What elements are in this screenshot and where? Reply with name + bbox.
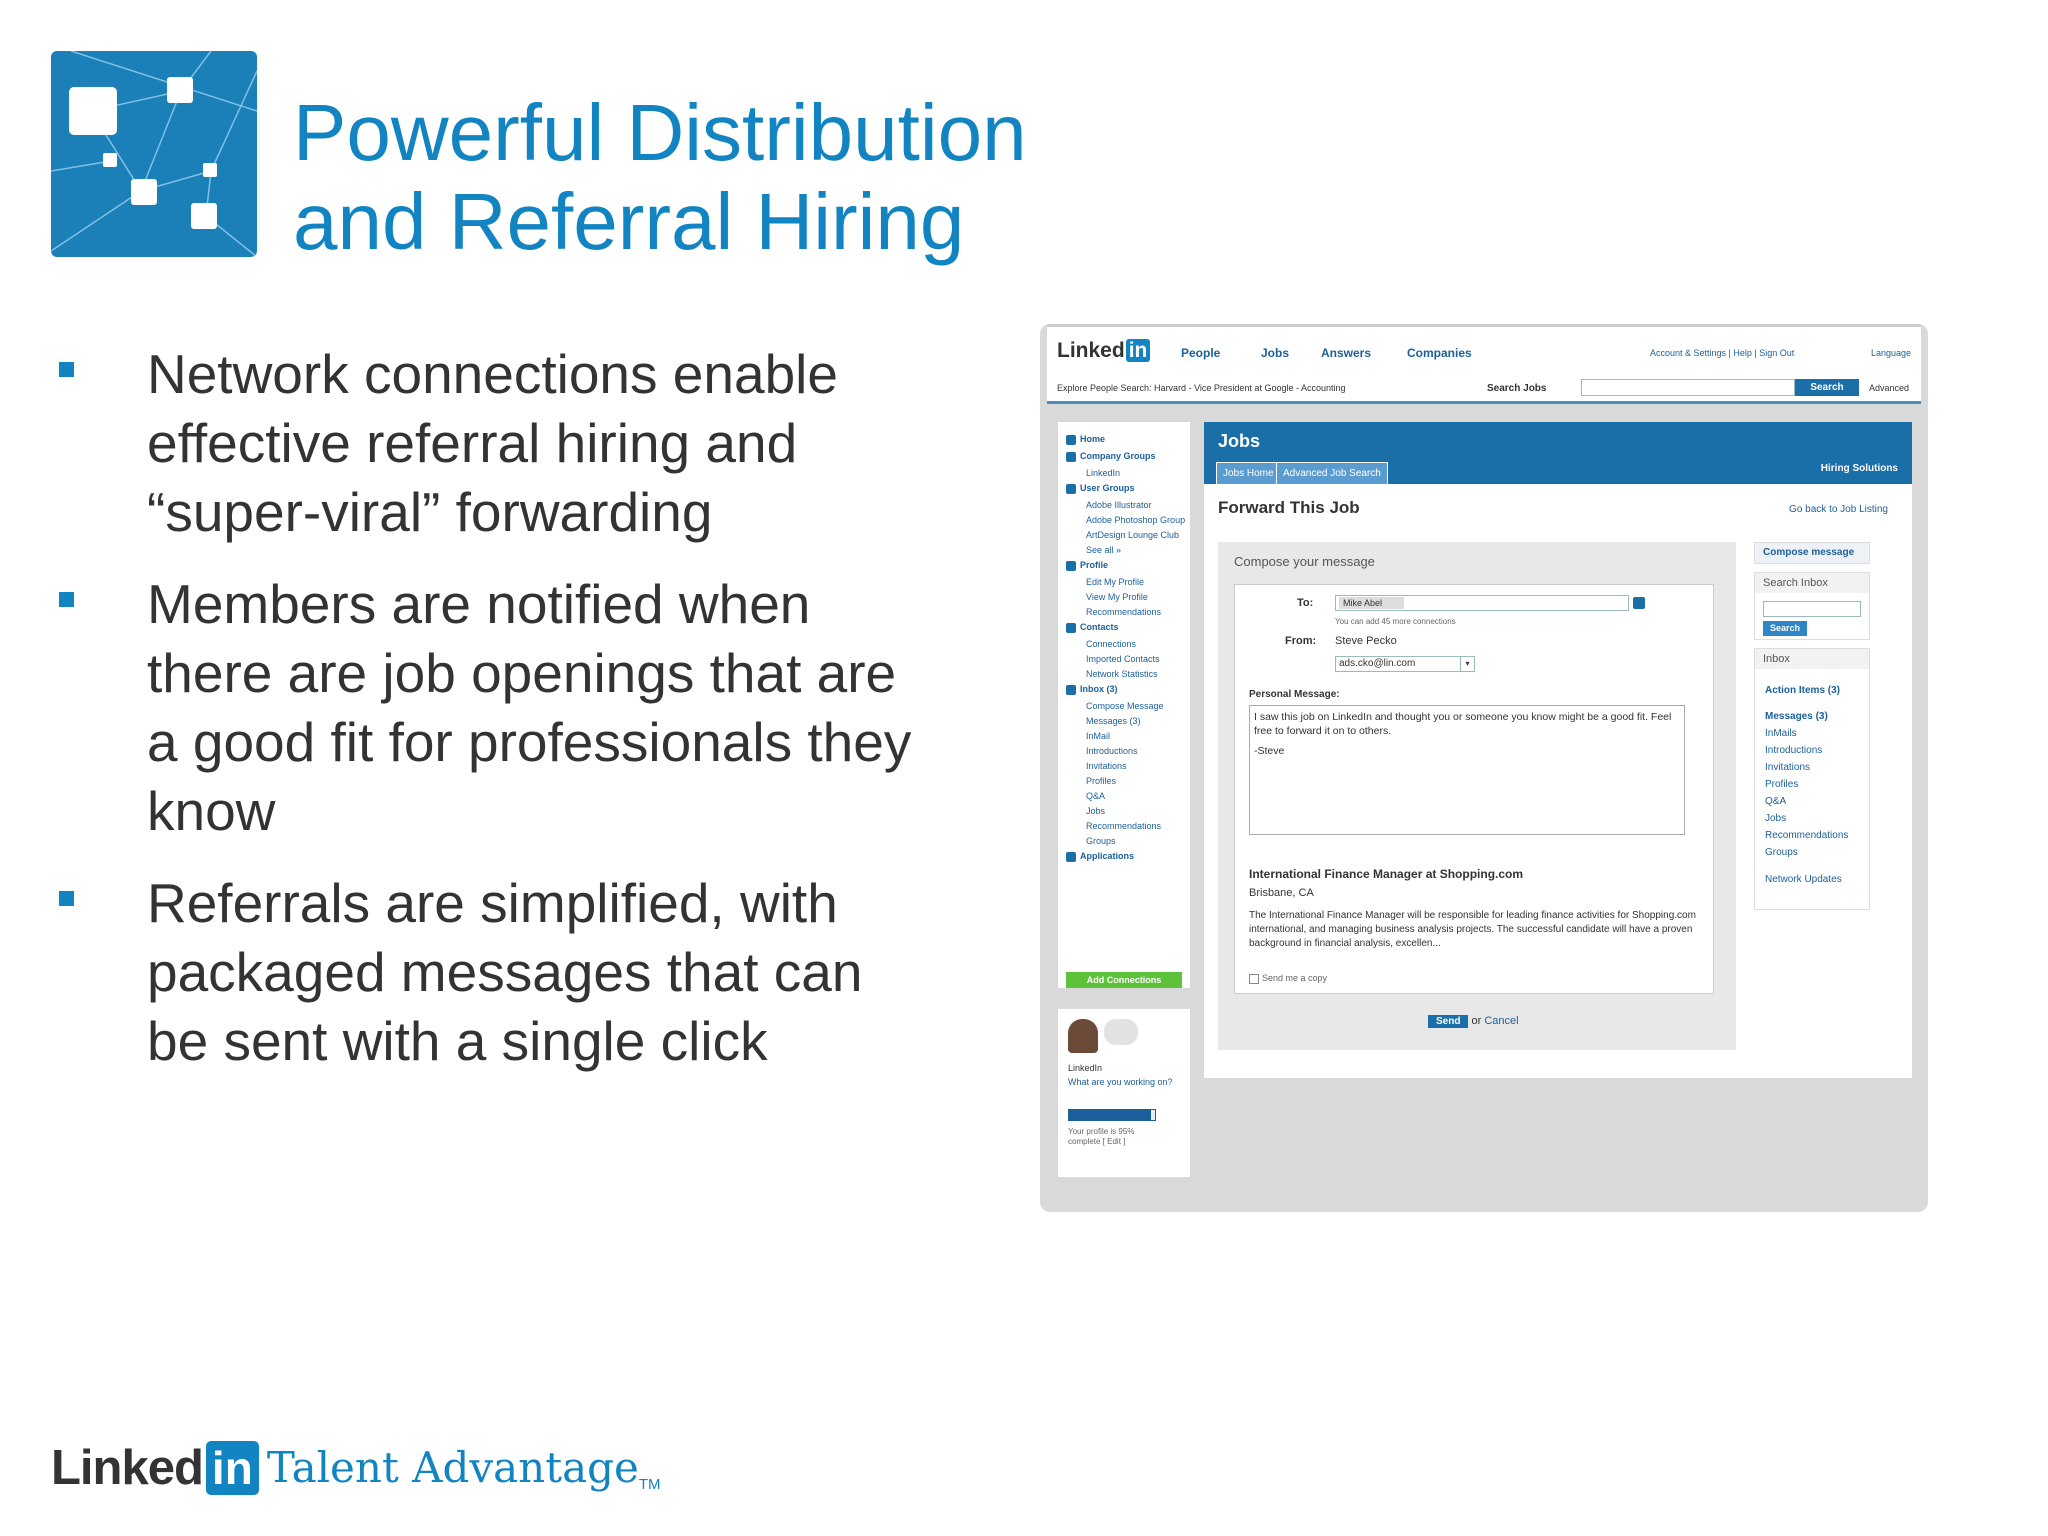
inbox-link[interactable]: Q&A — [1765, 796, 1787, 807]
from-email-value: ads.cko@lin.com — [1339, 658, 1416, 669]
sidebar-item[interactable]: Home — [1080, 434, 1106, 444]
inbox-link[interactable]: Action Items (3) — [1765, 685, 1841, 696]
sidebar-item[interactable]: Connections — [1086, 639, 1137, 649]
inbox-title: Inbox — [1755, 649, 1869, 669]
footer-logo — [51, 1425, 661, 1495]
checkbox-icon — [1249, 974, 1259, 984]
search-input[interactable] — [1581, 379, 1795, 396]
title-line-2: and Referral Hiring — [293, 177, 965, 266]
inbox-link[interactable]: Profiles — [1765, 779, 1799, 790]
profile-progress-bar — [1068, 1109, 1156, 1121]
nav-section-icon — [1066, 435, 1076, 445]
sidebar-item[interactable]: Messages (3) — [1086, 716, 1141, 726]
sidebar-item[interactable]: Edit My Profile — [1086, 577, 1145, 587]
bullet-square-icon — [59, 592, 74, 607]
nav-section-icon — [1066, 561, 1076, 571]
slide-title — [293, 88, 1027, 266]
linkedin-screenshot — [1040, 324, 1928, 1212]
left-sidebar — [1058, 422, 1190, 988]
or-text: or — [1471, 1015, 1482, 1027]
inbox-link[interactable]: Introductions — [1765, 745, 1823, 756]
compose-message-label: Compose message — [1763, 547, 1855, 558]
go-back-link[interactable]: Go back to Job Listing — [1789, 504, 1888, 515]
send-button[interactable]: Send — [1428, 1015, 1468, 1028]
nav-jobs[interactable]: Jobs — [1261, 346, 1290, 360]
sidebar-item[interactable]: Profiles — [1086, 776, 1117, 786]
inbox-link[interactable]: Invitations — [1765, 762, 1811, 773]
search-inbox-box — [1754, 572, 1870, 640]
sidebar-item[interactable]: Adobe Photoshop Group — [1086, 515, 1186, 525]
send-row — [1428, 1015, 1519, 1028]
inbox-link[interactable]: Jobs — [1765, 813, 1787, 824]
bullet-square-icon — [59, 891, 74, 906]
bullet-item — [56, 340, 936, 547]
sidebar-item[interactable]: Compose Message — [1086, 701, 1164, 711]
top-nav-bar — [1047, 324, 1921, 374]
to-label: To: — [1297, 597, 1314, 609]
add-connections-button[interactable]: Add Connections — [1066, 972, 1182, 988]
main-content — [1204, 422, 1912, 1078]
sidebar-item[interactable]: Imported Contacts — [1086, 654, 1160, 664]
from-email-select[interactable] — [1335, 656, 1475, 672]
profile-name: LinkedIn — [1068, 1063, 1103, 1073]
sidebar-item[interactable]: Applications — [1080, 851, 1135, 861]
explore-people-search[interactable]: Explore People Search: Harvard - Vice President at Google - Accounting — [1057, 383, 1346, 393]
profile-completeness: Your profile is 95% complete [ Edit ] — [1068, 1127, 1135, 1146]
nav-section-icon — [1066, 452, 1076, 462]
avatar-blur — [1104, 1019, 1138, 1045]
sidebar-item[interactable]: Inbox (3) — [1080, 684, 1118, 694]
job-description: The International Finance Manager will be responsible for leading finance activities for Shopping.com international, and managing business analysis projects. The successful candidate will have a proven background in financial analysis, excellen... — [1249, 910, 1696, 949]
compose-panel — [1218, 542, 1736, 1050]
nav-section-icon — [1066, 685, 1076, 695]
sidebar-item[interactable]: Contacts — [1080, 622, 1119, 632]
inbox-search-button[interactable]: Search — [1763, 621, 1807, 636]
footer-talent-advantage: Talent Advantage — [266, 1443, 639, 1492]
message-card — [1234, 584, 1714, 994]
sidebar-item[interactable]: Recommendations — [1086, 607, 1162, 617]
account-links[interactable]: Account & Settings | Help | Sign Out — [1650, 348, 1795, 358]
status-link[interactable]: What are you working on? — [1068, 1077, 1173, 1087]
from-label: From: — [1285, 635, 1317, 647]
inbox-link[interactable]: Groups — [1765, 847, 1798, 858]
title-line-1: Powerful Distribution — [293, 88, 1027, 177]
profile-box — [1058, 1009, 1190, 1177]
bullet-text: Referrals are simplified, with packaged messages that can be sent with a single click — [147, 872, 863, 1072]
page-title: Forward This Job — [1218, 498, 1360, 517]
bullet-text: Network connections enable effective referral hiring and “super-viral” forwarding — [147, 343, 838, 543]
sidebar-item[interactable]: Introductions — [1086, 746, 1138, 756]
cancel-link[interactable]: Cancel — [1484, 1015, 1519, 1027]
to-field[interactable] — [1335, 595, 1629, 611]
search-jobs-label[interactable]: Search Jobs — [1487, 383, 1547, 394]
compose-header: Compose your message — [1234, 554, 1375, 569]
message-signature: -Steve — [1254, 745, 1285, 757]
tab-advanced-job-search[interactable]: Advanced Job Search — [1276, 462, 1388, 484]
recipient-chip[interactable]: Mike Abel — [1339, 597, 1404, 609]
advanced-search-link[interactable]: Advanced — [1869, 383, 1910, 393]
inbox-link[interactable]: Messages (3) — [1765, 711, 1828, 722]
compose-message-button[interactable] — [1754, 542, 1870, 564]
personal-message-label: Personal Message: — [1249, 689, 1340, 700]
search-button[interactable]: Search — [1795, 379, 1859, 396]
sidebar-item[interactable]: ArtDesign Lounge Club — [1086, 530, 1180, 540]
chevron-down-icon: ▾ — [1460, 657, 1474, 671]
footer-linked: Linked — [51, 1441, 203, 1495]
hiring-solutions-link[interactable]: Hiring Solutions — [1820, 463, 1898, 474]
nav-section-icon — [1066, 623, 1076, 633]
sidebar-item[interactable]: User Groups — [1080, 483, 1135, 493]
network-updates-link[interactable]: Network Updates — [1765, 874, 1842, 885]
bullet-text: Members are notified when there are job openings that are a good fit for professionals they know — [147, 573, 912, 842]
send-copy-label: Send me a copy — [1262, 973, 1328, 983]
jobs-header — [1204, 422, 1912, 484]
tab-jobs-home[interactable]: Jobs Home — [1216, 462, 1281, 484]
from-name: Steve Pecko — [1335, 635, 1397, 647]
sidebar-item[interactable]: Company Groups — [1080, 451, 1156, 461]
logo-in: in — [1126, 339, 1151, 362]
nav-answers[interactable]: Answers — [1321, 346, 1372, 360]
bullet-list — [56, 340, 936, 1099]
sidebar-item[interactable]: Jobs — [1086, 806, 1106, 816]
job-location: Brisbane, CA — [1249, 887, 1314, 899]
network-logo-icon — [51, 51, 257, 257]
sidebar-item[interactable]: Recommendations — [1086, 821, 1162, 831]
jobs-title: Jobs — [1218, 431, 1261, 451]
bullet-item — [56, 869, 936, 1076]
nav-companies[interactable]: Companies — [1407, 346, 1472, 360]
search-inbox-title: Search Inbox — [1755, 573, 1869, 593]
send-copy-checkbox[interactable] — [1249, 973, 1327, 984]
inbox-box — [1754, 648, 1870, 910]
sidebar-item[interactable]: Adobe Illustrator — [1086, 500, 1152, 510]
nav-people[interactable]: People — [1181, 346, 1221, 360]
sidebar-item[interactable]: View My Profile — [1086, 592, 1148, 602]
inbox-link[interactable]: Recommendations — [1765, 830, 1849, 841]
avatar — [1068, 1019, 1098, 1053]
search-bar — [1047, 374, 1921, 404]
bullet-square-icon — [59, 362, 74, 377]
connections-note: You can add 45 more connections — [1335, 617, 1456, 626]
inbox-link[interactable]: InMails — [1765, 728, 1797, 739]
sidebar-item[interactable]: Network Statistics — [1086, 669, 1158, 679]
sidebar-item[interactable]: InMail — [1086, 731, 1111, 741]
sidebar-item[interactable]: Invitations — [1086, 761, 1127, 771]
nav-section-icon — [1066, 852, 1076, 862]
footer-in: in — [206, 1441, 259, 1495]
linkedin-logo[interactable] — [1057, 339, 1150, 363]
language-menu[interactable]: Language — [1871, 348, 1912, 358]
personal-message-textarea[interactable] — [1249, 705, 1685, 835]
inbox-search-input[interactable] — [1763, 601, 1861, 617]
sidebar-item[interactable]: Groups — [1086, 836, 1116, 846]
sidebar-item[interactable]: Q&A — [1086, 791, 1106, 801]
sidebar-item[interactable]: Profile — [1080, 560, 1109, 570]
logo-linked: Linked — [1057, 339, 1125, 362]
bullet-item — [56, 570, 936, 846]
sidebar-item[interactable]: LinkedIn — [1086, 468, 1121, 478]
job-title: International Finance Manager at Shopping.com — [1249, 867, 1524, 881]
nav-section-icon — [1066, 484, 1076, 494]
address-book-icon[interactable] — [1633, 597, 1645, 609]
footer-tm: TM — [638, 1476, 661, 1493]
message-body: I saw this job on LinkedIn and thought you or someone you know might be a good fit. Feel free to forward it on to others. — [1254, 711, 1672, 737]
sidebar-item[interactable]: See all » — [1086, 545, 1122, 555]
profile-progress-fill — [1069, 1110, 1151, 1120]
